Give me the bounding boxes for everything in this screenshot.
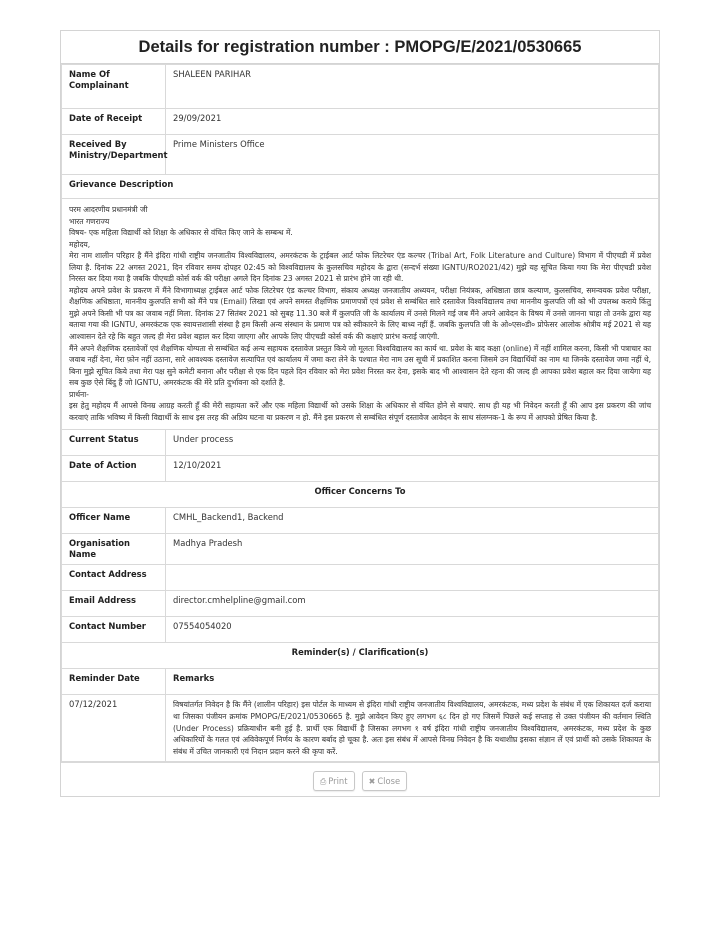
officer-name-value: CMHL_Backend1, Backend xyxy=(166,508,659,534)
description-paragraph: महोदय अपने प्रवेश के प्रकरण में मैंने विभागाध्यक्ष ट्राईबल आर्ट फोक लिटरेचर एंड कल्चर विभाग, संकाय अध्यक्ष जनजातीय अध्ययन, परीक्षा नियंत्रक, अधिष्ठाता छात्र कल्याण, कुलसचिव, समन्वयक प्रवेश परीक्षा, शैक्षणिक अधिष्ठाता, माननीय कुलपति सभी को मैंने पत्र (Email) लिखा एवं अपने समस्त शैक्षणिक प्रमाणपत्रों एवं प्रवेश से सम्बंधित सारे दस्तावेज विश्वविद्यालय तथा माननीय कुलपति जी को भी उपलब्ध कराये किंतु मुझे अपने किसी भी पत्र का जवाब नहीं मिला. दिनांक 27 सितंबर 2021 को सुबह 11.30 बजे मैं कुलपति जी के कार्यालय में उनसे मिलने गई जब मैंने अपने आवेदन के विषय में उनसे जानना चाहा तो उनके द्वारा यह बताया गया की IGNTU, अमरकंटक एक स्वायत्तशासी संस्था है हम किसी अन्य संस्थान के प्रमाण पत्र को स्वीकारने के लिए बाध्य नहीं हैं. जबकि कुलपति जी के ओ०एस०डी० प्रोफेसर आलोक श्रोत्रीय मई 2021 से यह आश्वासन देते रहे कि बहुत जल्द ही मेरा प्रवेश बहाल कर दिया जाएगा और आपके लिए पीएचडी कोर्स वर्क की कक्षाएं प्रारंभ कराई जाएंगी. xyxy=(69,285,651,342)
officer-name-label: Officer Name xyxy=(62,508,166,534)
page-title: Details for registration number : PMOPG/E/2021/0530665 xyxy=(61,31,659,64)
complainant-label: Name Of Complainant xyxy=(62,65,166,109)
status-label: Current Status xyxy=(62,430,166,456)
received-by-label: Received By Ministry/Department xyxy=(62,135,166,175)
receipt-value: 29/09/2021 xyxy=(166,109,659,135)
officer-heading: Officer Concerns To xyxy=(62,482,659,508)
status-value: Under process xyxy=(166,430,659,456)
email-row xyxy=(62,591,659,617)
description-line: महोदय, xyxy=(69,239,91,249)
contact-address-label: Contact Address xyxy=(62,565,166,591)
received-by-value: Prime Ministers Office xyxy=(166,135,659,175)
status-row xyxy=(62,430,659,456)
close-button[interactable] xyxy=(362,771,408,791)
grievance-description xyxy=(62,199,659,430)
reminder-remarks: विषयांतर्गत निवेदन है कि मैंने (शालीन परिहार) इस पोर्टल के माध्यम से इंदिरा गांधी राष्ट्रीय जनजातीय विश्वविद्यालय, अमरकंटक, मध्य प्रदेश के संबंध में एक शिकायत दर्ज कराया था जिसका पंजीयन क्रमांक PMOPG/E/2021/0530665 है. मुझे आवेदन किए हुए लगभग ६८ दिन हो गए जिसमें पिछले कई सप्ताह से उक्त पंजीयन की वर्तमान स्थिति (Under Process) प्रक्रियाधीन बनी हुई है. प्रार्थी एक विद्यार्थी है जिसका लगभग १ वर्ष इंदिरा गांधी राष्ट्रीय जनजातीय विश्वविद्यालय, अमरकंटक, मध्य प्रदेश के कुछ अधिकारियों के गलत एवं अविवेकपूर्ण निर्णय के कारण बर्बाद हो चूका है. अतः इस संबंध में आपसे विनम्र निवेदन है कि यथाशीघ्र इसका संज्ञान लें एवं प्रार्थी को उसके शिकायत के संबंध में उचित जानकारी एवं निदान प्रदान करने की कृपा करें. xyxy=(166,695,659,762)
reminder-date-header: Reminder Date xyxy=(62,669,166,695)
contact-number-value: 07554054020 xyxy=(166,617,659,643)
reminder-row xyxy=(62,695,659,762)
action-date-label: Date of Action xyxy=(62,456,166,482)
reminder-heading: Reminder(s) / Clarification(s) xyxy=(62,643,659,669)
description-paragraph: मेरा नाम शालीन परिहार है मैंने इंदिरा गांधी राष्ट्रीय जनजातीय विश्वविद्यालय, अमरकंटक के ट्राईबल आर्ट फोक लिटरेचर एंड कल्चर (Tribal Art, Folk Literature and Culture) विभाग में पीएचडी में प्रवेश लिया है. दिनांक 22 अगस्त 2021, दिन रविवार समय दोपहर 02:45 को विश्वविद्यालय के कुलसचिव महोदय के द्वारा (सन्दर्भ संख्या IGNTU/RO2021/42) मुझे यह सूचित किया गया कि मेरा पीएचडी प्रवेश निरस्त कर दिया गया है जबकि पीएचडी कोर्स वर्क की परीक्षा अगले दिन दिनांक 23 अगस्त 2021 से प्रारंभ होने जा रही थी. xyxy=(69,251,651,284)
received-by-row xyxy=(62,135,659,175)
remarks-header: Remarks xyxy=(166,669,659,695)
close-icon: ✖ xyxy=(368,777,376,787)
contact-number-row xyxy=(62,617,659,643)
details-panel xyxy=(60,30,660,797)
complainant-value: SHALEEN PARIHAR xyxy=(166,65,659,109)
description-line: भारत गणराज्य xyxy=(69,216,110,226)
complainant-row xyxy=(62,65,659,109)
description-paragraph: इस हेतु महोदय मैं आपसे विनम्र आग्रह करती हूँ की मेरी सहायता करें और एक महिला विद्यार्थी को उसके शिक्षा के अधिकार से वंचित होने से बचाएं. साथ ही यह भी निवेदन करती हूँ की आप इस प्रकरण की जांच करवाएं ताकि भविष्य में किसी विद्यार्थी के साथ इस तरह की अप्रिय घटना या प्रकरण न हो. मैंने इस प्रकरण से सम्बंधित संपूर्ण दस्तावेज आवेदन के साथ संलग्नक-1 के रूप में आपको प्रेषित किया है. xyxy=(69,401,651,422)
print-button[interactable] xyxy=(313,771,355,791)
reminder-header-row xyxy=(62,669,659,695)
organisation-value: Madhya Pradesh xyxy=(166,534,659,565)
email-value: director.cmhelpline@gmail.com xyxy=(166,591,659,617)
organisation-row xyxy=(62,534,659,565)
action-date-row xyxy=(62,456,659,482)
contact-number-label: Contact Number xyxy=(62,617,166,643)
officer-heading-row xyxy=(62,482,659,508)
organisation-label: Organisation Name xyxy=(62,534,166,565)
printer-icon: ⎙ xyxy=(319,777,327,787)
print-button-label: Print xyxy=(328,776,348,787)
contact-address-row xyxy=(62,565,659,591)
contact-address-value xyxy=(166,565,659,591)
close-button-label: Close xyxy=(377,776,401,787)
receipt-label: Date of Receipt xyxy=(62,109,166,135)
description-line: विषय- एक महिला विद्यार्थी को शिक्षा के अधिकार से वंचित किए जाने के सम्बन्ध में. xyxy=(69,228,293,238)
reminder-heading-row xyxy=(62,643,659,669)
description-paragraph: मैंने अपने शैक्षणिक दस्तावेजों एवं शैक्षणिक योग्यता से सम्बंधित कई अन्य सहायक दस्तावेज प्रस्तुत किये जो मूलतः विश्वविद्यालय का कार्य था. प्रवेश के बाद कक्षा (online) में नहीं शामिल करना, किसी भी पत्राचार का जवाब नहीं देना, मेरा फ़ोन नहीं उठाना, सारे आवश्यक दस्तावेज सत्यापित एवं कार्यालय में जमा करा लेने के पश्चात मेरा नाम उस सूची में प्रकाशित करना जिसमे उन विद्यार्थियों का नाम था जिनके दस्तावेज जमा नहीं थे, बिना मुझे सूचित किये तथा मेरा पक्ष सुने कमेटी बनाना और परीक्षा से एक दिन पहले दिन रविवार को मेरा प्रवेश निरस्त कर देना, इसके बाद भी आश्वासन देते रहना की जल्द ही आपका प्रवेश बहाल कर दिया जायेगा यह सब कुछ ऐसे बिंदु हैं जो IGNTU, अमरकंटक की मेरे प्रति दुर्भावना को दर्शाते है. xyxy=(69,343,651,388)
reminder-date: 07/12/2021 xyxy=(62,695,166,762)
grievance-label: Grievance Description xyxy=(62,175,659,199)
action-date-value: 12/10/2021 xyxy=(166,456,659,482)
button-bar xyxy=(61,762,659,796)
complaint-details-table xyxy=(61,64,659,762)
receipt-row xyxy=(62,109,659,135)
grievance-label-row xyxy=(62,175,659,199)
officer-name-row xyxy=(62,508,659,534)
description-line: परम आदरणीय प्रधानमंत्री जी xyxy=(69,205,148,214)
grievance-description-row xyxy=(62,199,659,430)
email-label: Email Address xyxy=(62,591,166,617)
description-line: प्रार्थना- xyxy=(69,389,89,399)
